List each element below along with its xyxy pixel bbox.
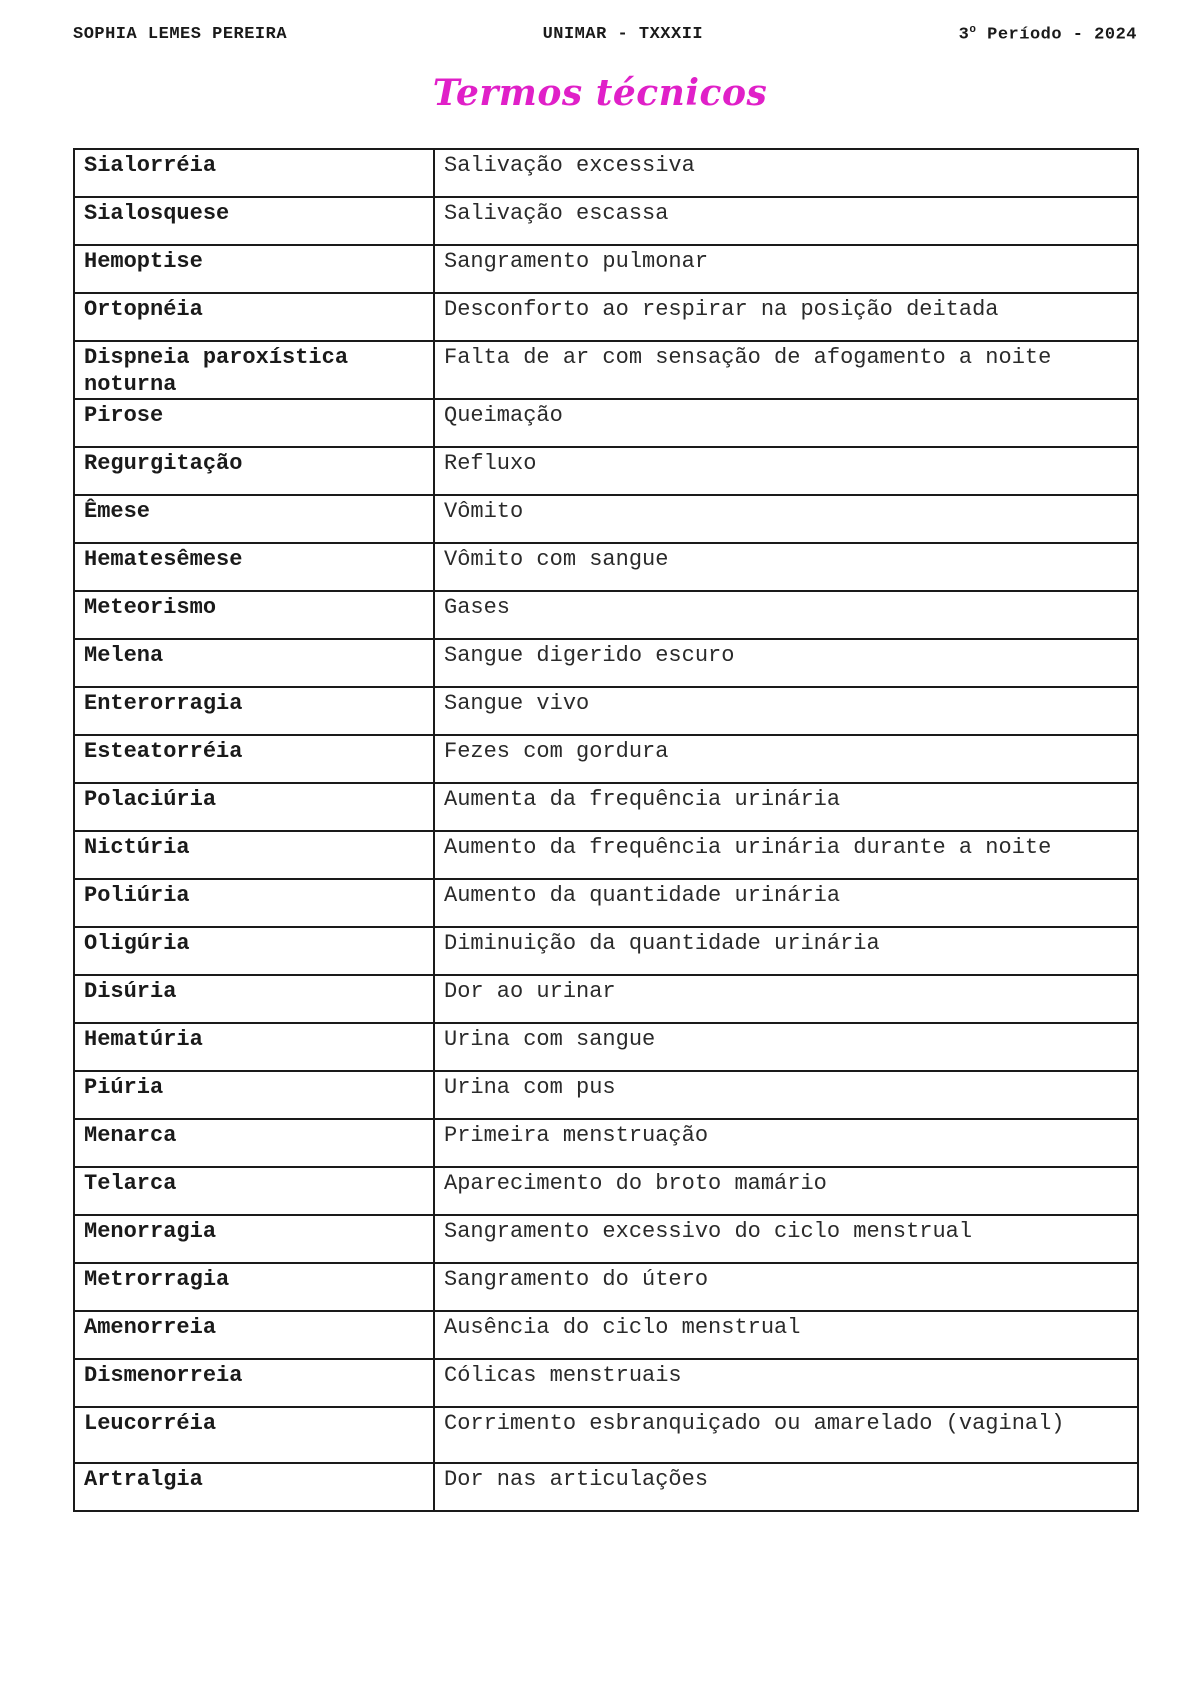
- term-cell: Dispneia paroxística noturna: [74, 341, 434, 399]
- definition-cell: Vômito com sangue: [434, 543, 1138, 591]
- definition-cell: Queimação: [434, 399, 1138, 447]
- table-row: [74, 1215, 1138, 1263]
- table-row: [74, 1119, 1138, 1167]
- table-row: [74, 1311, 1138, 1359]
- definition-cell: Dor ao urinar: [434, 975, 1138, 1023]
- page-title: Termos técnicos: [432, 72, 768, 114]
- definition-cell: Refluxo: [434, 447, 1138, 495]
- definition-cell: Sangramento excessivo do ciclo menstrual: [434, 1215, 1138, 1263]
- term-cell: Regurgitação: [74, 447, 434, 495]
- period-text: Período - 2024: [976, 25, 1137, 45]
- definition-cell: Urina com pus: [434, 1071, 1138, 1119]
- table-row: [74, 975, 1138, 1023]
- definition-cell: Falta de ar com sensação de afogamento a noite: [434, 341, 1138, 399]
- term-cell: Nictúria: [74, 831, 434, 879]
- period-ordinal: o: [969, 23, 977, 36]
- term-cell: Hemoptise: [74, 245, 434, 293]
- definition-cell: Aumenta da frequência urinária: [434, 783, 1138, 831]
- definition-cell: Salivação escassa: [434, 197, 1138, 245]
- table-row: [74, 245, 1138, 293]
- author-name: SOPHIA LEMES PEREIRA: [73, 24, 288, 44]
- table-row: [74, 1407, 1138, 1463]
- term-cell: Polaciúria: [74, 783, 434, 831]
- definition-cell: Gases: [434, 591, 1138, 639]
- terms-table: [73, 148, 1139, 1512]
- table-row: [74, 495, 1138, 543]
- table-row: [74, 1463, 1138, 1511]
- table-row: [74, 447, 1138, 495]
- definition-cell: Sangramento pulmonar: [434, 245, 1138, 293]
- table-row: [74, 149, 1138, 197]
- term-cell: Melena: [74, 639, 434, 687]
- table-row: [74, 831, 1138, 879]
- table-row: [74, 1359, 1138, 1407]
- definition-cell: Primeira menstruação: [434, 1119, 1138, 1167]
- definition-cell: Corrimento esbranquiçado ou amarelado (vaginal): [434, 1407, 1138, 1463]
- definition-cell: Cólicas menstruais: [434, 1359, 1138, 1407]
- table-row: [74, 1167, 1138, 1215]
- term-cell: Hematúria: [74, 1023, 434, 1071]
- term-cell: Sialosquese: [74, 197, 434, 245]
- table-row: [74, 927, 1138, 975]
- definition-cell: Dor nas articulações: [434, 1463, 1138, 1511]
- page-header: [73, 22, 1137, 46]
- period-label: [959, 24, 1137, 45]
- table-row: [74, 735, 1138, 783]
- table-row: [74, 591, 1138, 639]
- term-cell: Artralgia: [74, 1463, 434, 1511]
- definition-cell: Aparecimento do broto mamário: [434, 1167, 1138, 1215]
- term-cell: Leucorréia: [74, 1407, 434, 1463]
- term-cell: Dismenorreia: [74, 1359, 434, 1407]
- definition-cell: Diminuição da quantidade urinária: [434, 927, 1138, 975]
- term-cell: Meteorismo: [74, 591, 434, 639]
- definition-cell: Desconforto ao respirar na posição deitada: [434, 293, 1138, 341]
- term-cell: Disúria: [74, 975, 434, 1023]
- table-row: [74, 1023, 1138, 1071]
- term-cell: Oligúria: [74, 927, 434, 975]
- term-cell: Poliúria: [74, 879, 434, 927]
- definition-cell: Ausência do ciclo menstrual: [434, 1311, 1138, 1359]
- definition-cell: Aumento da frequência urinária durante a noite: [434, 831, 1138, 879]
- table-row: [74, 341, 1138, 399]
- term-cell: Menorragia: [74, 1215, 434, 1263]
- definition-cell: Sangue digerido escuro: [434, 639, 1138, 687]
- table-row: [74, 687, 1138, 735]
- term-cell: Enterorragia: [74, 687, 434, 735]
- term-cell: Esteatorréia: [74, 735, 434, 783]
- terms-table-body: [74, 149, 1138, 1511]
- term-cell: Piúria: [74, 1071, 434, 1119]
- table-row: [74, 1263, 1138, 1311]
- definition-cell: Fezes com gordura: [434, 735, 1138, 783]
- period-number: 3: [958, 25, 970, 45]
- table-row: [74, 879, 1138, 927]
- table-row: [74, 399, 1138, 447]
- term-cell: Êmese: [74, 495, 434, 543]
- definition-cell: Urina com sangue: [434, 1023, 1138, 1071]
- course-code: UNIMAR - TXXXII: [542, 24, 704, 44]
- term-cell: Telarca: [74, 1167, 434, 1215]
- definition-cell: Sangramento do útero: [434, 1263, 1138, 1311]
- term-cell: Metrorragia: [74, 1263, 434, 1311]
- term-cell: Amenorreia: [74, 1311, 434, 1359]
- table-row: [74, 197, 1138, 245]
- definition-cell: Sangue vivo: [434, 687, 1138, 735]
- table-row: [74, 639, 1138, 687]
- table-row: [74, 783, 1138, 831]
- term-cell: Hematesêmese: [74, 543, 434, 591]
- definition-cell: Vômito: [434, 495, 1138, 543]
- term-cell: Pirose: [74, 399, 434, 447]
- term-cell: Menarca: [74, 1119, 434, 1167]
- table-row: [74, 1071, 1138, 1119]
- table-row: [74, 293, 1138, 341]
- term-cell: Sialorréia: [74, 149, 434, 197]
- table-row: [74, 543, 1138, 591]
- definition-cell: Aumento da quantidade urinária: [434, 879, 1138, 927]
- term-cell: Ortopnéia: [74, 293, 434, 341]
- definition-cell: Salivação excessiva: [434, 149, 1138, 197]
